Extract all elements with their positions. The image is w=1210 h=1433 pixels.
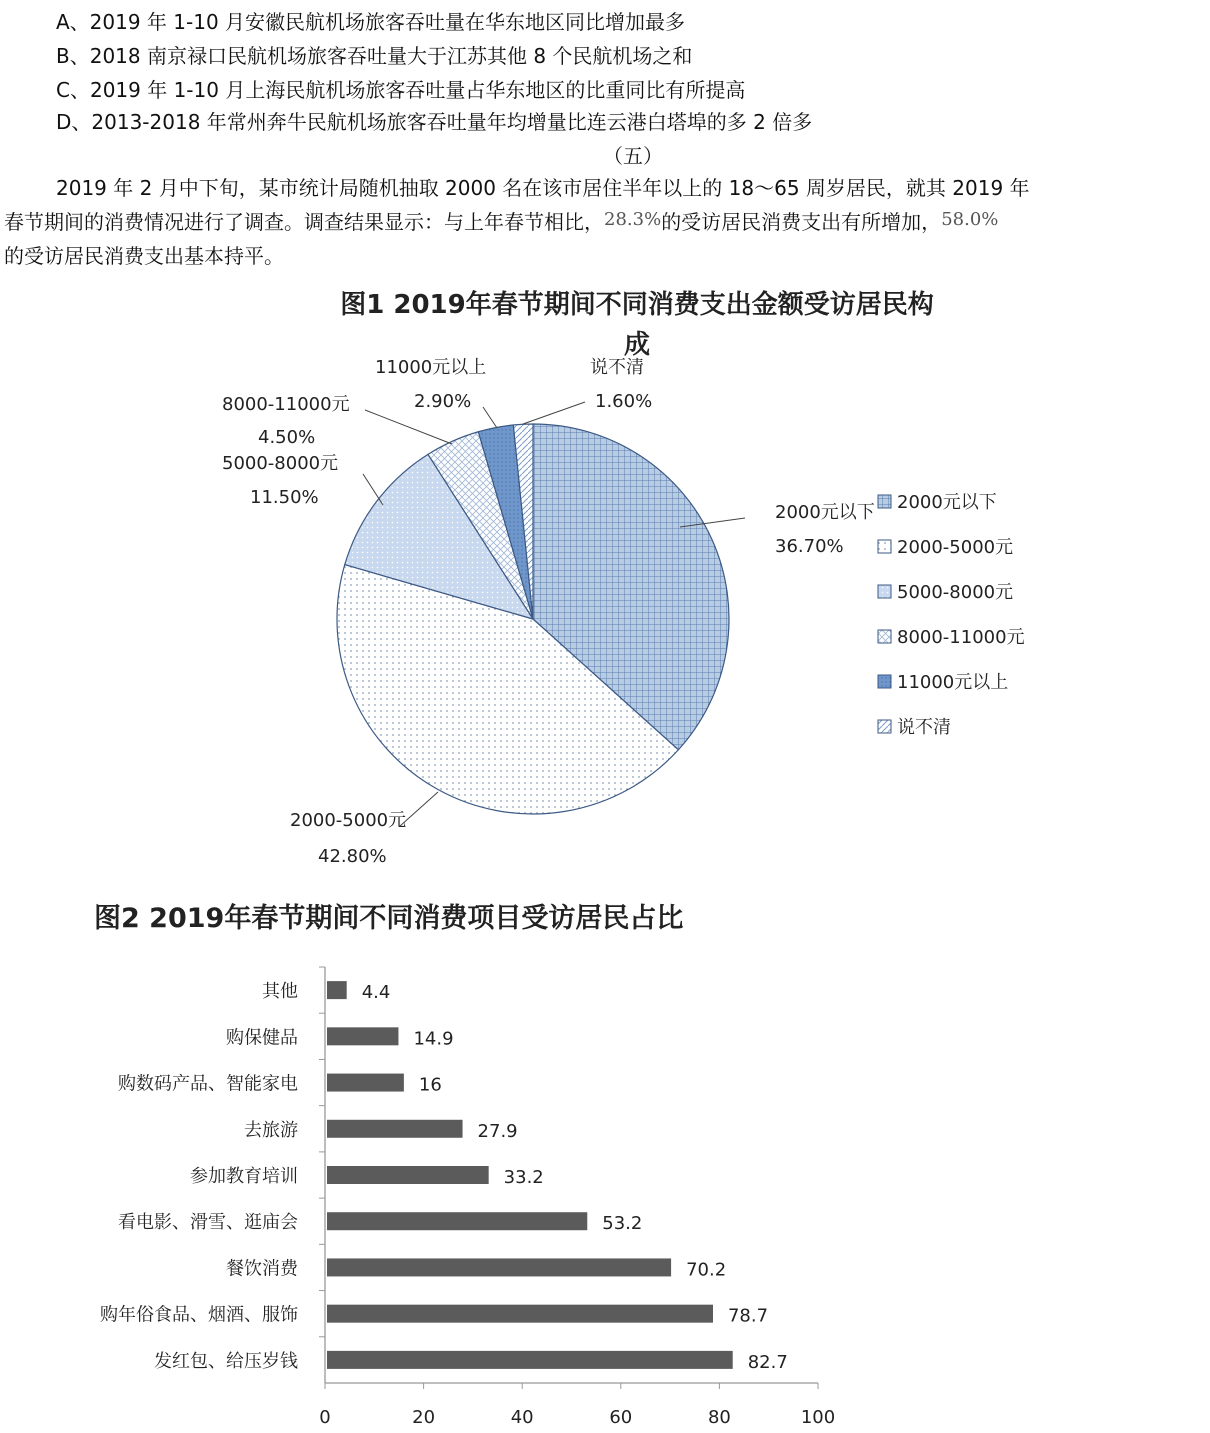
pie-slice-value: 42.80%	[318, 846, 387, 867]
paragraph-line-1: 2019 年 2 月中下旬，某市统计局随机抽取 2000 名在该市居住半年以上的 18～65 周岁居民，就其 2019 年	[56, 176, 1030, 200]
bar	[327, 1351, 733, 1369]
pie-slice-label: 5000-8000元	[222, 453, 339, 474]
pie-chart-title-line-2: 成	[623, 330, 651, 360]
pie-chart-title-line-1: 图1 2019年春节期间不同消费支出金额受访居民构	[340, 290, 934, 320]
x-tick-label: 0	[319, 1407, 331, 1428]
legend-swatch	[878, 675, 891, 688]
pie-slice-label: 8000-11000元	[222, 394, 350, 415]
paragraph-text-2a: 春节期间的消费情况进行了调查。调查结果显示：与上年春节相比，	[4, 210, 604, 234]
category-label: 发红包、给压岁钱	[154, 1350, 298, 1372]
paragraph-text-2b: 的受访居民消费支出有所增加，	[661, 210, 942, 234]
category-label: 参加教育培训	[190, 1166, 298, 1187]
pie-leader-line	[363, 474, 383, 505]
bar	[327, 1027, 398, 1045]
section-heading: （五）	[603, 144, 663, 168]
category-label: 去旅游	[244, 1119, 298, 1141]
increase-percent: 28.3%	[604, 209, 662, 230]
bar	[327, 1120, 463, 1138]
legend-label: 说不清	[897, 717, 951, 738]
category-label: 购数码产品、智能家电	[118, 1073, 298, 1095]
pie-leader-line	[523, 402, 585, 424]
bar	[327, 1305, 713, 1323]
pie-slice-value: 1.60%	[595, 391, 653, 412]
paragraph-line-3: 的受访居民消费支出基本持平。	[4, 244, 284, 268]
x-tick-label: 20	[412, 1407, 436, 1428]
pie-leader-line	[483, 407, 497, 428]
option-b: B、2018 南京禄口民航机场旅客吞吐量大于江苏其他 8 个民航机场之和	[56, 44, 693, 68]
option-c: C、2019 年 1-10 月上海民航机场旅客吞吐量占华东地区的比重同比有所提高	[56, 78, 746, 102]
legend-label: 11000元以上	[897, 672, 1009, 693]
pie-slice-value: 11.50%	[250, 487, 319, 508]
bar	[327, 1212, 587, 1230]
legend-swatch	[878, 630, 891, 643]
option-d: D、2013-2018 年常州奔牛民航机场旅客吞吐量年均增量比连云港白塔埠的多 2 倍多	[56, 110, 813, 134]
legend-label: 5000-8000元	[897, 582, 1014, 603]
legend-label: 2000元以下	[897, 492, 997, 513]
bar-value-label: 78.7	[727, 1305, 769, 1327]
bar	[327, 1258, 671, 1276]
bar-chart	[100, 967, 835, 1428]
pie-slice-value: 4.50%	[258, 427, 316, 448]
bar	[327, 981, 347, 999]
pie-slice-label: 2000元以下	[775, 502, 875, 523]
pie-slice-label: 说不清	[590, 357, 644, 378]
bar-chart-title: 图2 2019年春节期间不同消费项目受访居民占比	[94, 903, 684, 934]
category-label: 餐饮消费	[226, 1258, 298, 1280]
pie-slice-label: 2000-5000元	[290, 810, 407, 831]
pie-leader-line	[365, 410, 452, 444]
legend-label: 2000-5000元	[897, 537, 1014, 558]
flat-percent: 58.0%	[941, 209, 999, 230]
bar-value-label: 14.9	[413, 1028, 454, 1050]
bar-value-label: 82.7	[747, 1351, 788, 1373]
x-tick-label: 100	[800, 1407, 836, 1428]
pie-legend	[878, 492, 1025, 738]
option-a: A、2019 年 1-10 月安徽民航机场旅客吞吐量在华东地区同比增加最多	[56, 10, 686, 34]
legend-swatch	[878, 540, 891, 553]
x-tick-label: 60	[609, 1407, 633, 1428]
category-label: 购年俗食品、烟酒、服饰	[100, 1304, 298, 1326]
bar-value-label: 4.4	[361, 982, 391, 1004]
x-tick-label: 40	[510, 1407, 534, 1428]
legend-label: 8000-11000元	[897, 627, 1025, 648]
pie-chart	[222, 357, 875, 867]
category-label: 其他	[262, 981, 298, 1003]
bar-value-label: 16	[418, 1074, 442, 1096]
pie-slice-label: 11000元以上	[375, 357, 487, 378]
x-tick-label: 80	[707, 1407, 731, 1428]
category-label: 购保健品	[226, 1027, 298, 1049]
bar-value-label: 70.2	[686, 1259, 727, 1281]
category-label: 看电影、滑雪、逛庙会	[118, 1212, 298, 1234]
bar-value-label: 53.2	[602, 1213, 643, 1235]
pie-slice-value: 2.90%	[414, 391, 472, 412]
bar-value-label: 33.2	[503, 1167, 544, 1188]
bar	[327, 1074, 404, 1092]
legend-swatch	[878, 585, 891, 598]
bar	[327, 1166, 489, 1184]
bar-value-label: 27.9	[477, 1120, 518, 1142]
legend-swatch	[878, 495, 891, 508]
pie-slice-value: 36.70%	[775, 536, 844, 557]
legend-swatch	[878, 720, 891, 733]
